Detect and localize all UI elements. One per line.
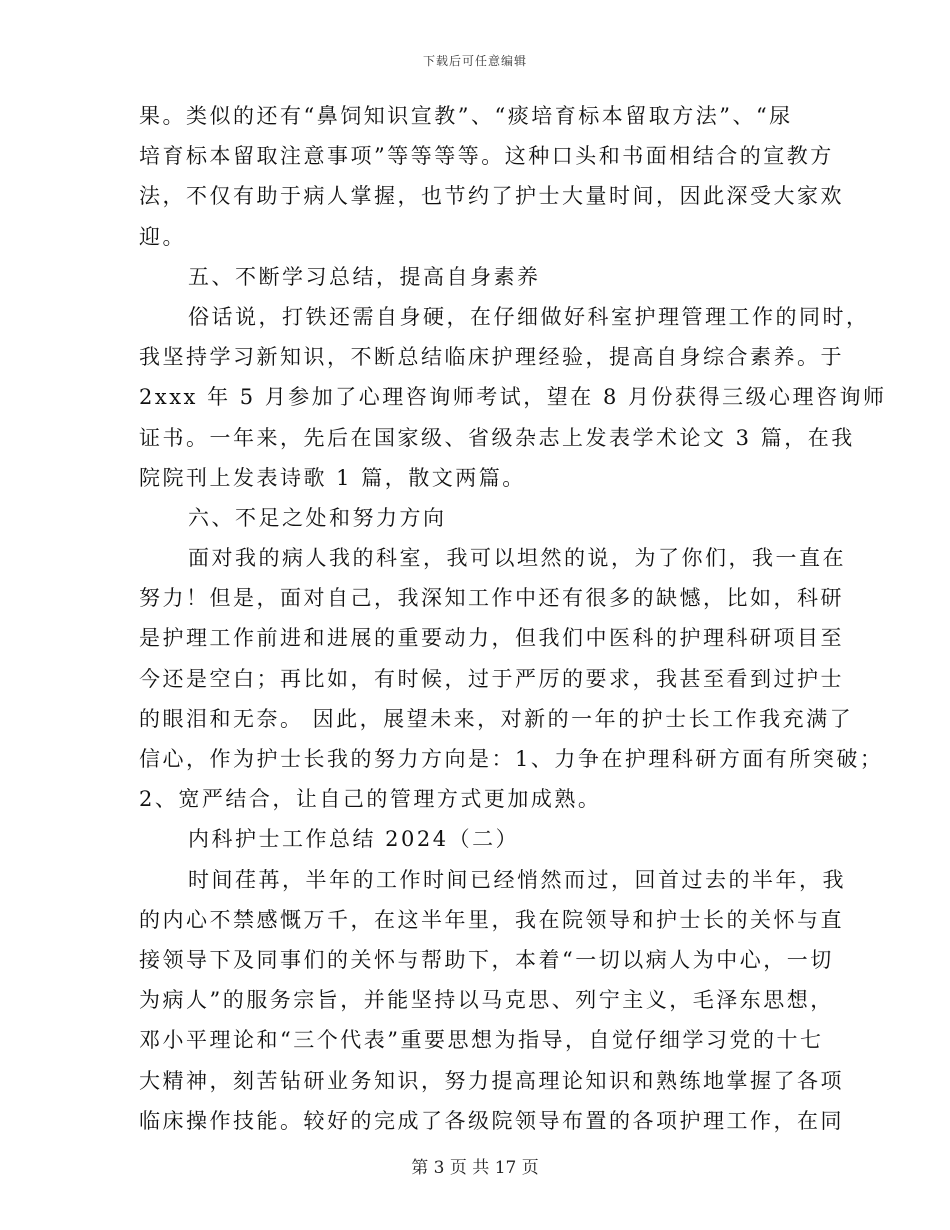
text-line: 培育标本留取注意事项”等等等等。这种口头和书面相结合的宣教方 <box>139 144 834 169</box>
text-line: 证书。一年来，先后在国家级、省级杂志上发表学术论文 3 篇，在我 <box>139 425 855 450</box>
text-line: 法，不仅有助于病人掌握，也节约了护士大量时间，因此深受大家欢 <box>139 184 844 209</box>
page-header-note: 下载后可任意编辑 <box>422 54 527 68</box>
text-line: 为病人”的服务宗旨，并能坚持以马克思、列宁主义，毛泽东思想， <box>139 988 834 1013</box>
text-line: 努力！但是，面对自己，我深知工作中还有很多的缺憾，比如，科研 <box>139 586 844 611</box>
text-line: 是护理工作前进和进展的重要动力，但我们中医科的护理科研项目至 <box>139 626 844 651</box>
text-line: 今还是空白；再比如，有时候，过于严厉的要求，我甚至看到过护士 <box>139 666 844 691</box>
text-line: 我坚持学习新知识，不断总结临床护理经验，提高自身综合素养。于 <box>139 345 844 370</box>
text-line: 信心，作为护士长我的努力方向是：1、力争在护理科研方面有所突破； <box>139 747 884 771</box>
text-line: 2、宽严结合，让自己的管理方式更加成熟。 <box>139 787 602 812</box>
text-line: 内科护士工作总结 2024（二） <box>188 827 520 852</box>
text-line: 临床操作技能。较好的完成了各级院领导布置的各项护理工作，在同 <box>139 1108 844 1133</box>
text-line: 大精神，刻苦钻研业务知识，努力提高理论知识和熟练地掌握了各项 <box>139 1068 844 1093</box>
text-line: 的眼泪和无奈。 因此，展望未来，对新的一年的护士长工作我充满了 <box>139 706 854 731</box>
document-body <box>139 96 887 1141</box>
text-line: 接领导下及同事们的关怀与帮助下，本着“一切以病人为中心，一切 <box>139 947 834 972</box>
text-line: 院院刊上发表诗歌 1 篇，散文两篇。 <box>139 465 526 490</box>
text-line: 迎。 <box>139 224 186 249</box>
text-line: 时间荏苒，半年的工作时间已经悄然而过，回首过去的半年，我 <box>188 867 846 892</box>
page-number: 第 3 页 共 17 页 <box>411 1158 539 1178</box>
text-line: 五、不断学习总结，提高自身素养 <box>188 264 541 289</box>
text-line: 俗话说，打铁还需自身硬，在仔细做好科室护理管理工作的同时， <box>188 304 870 329</box>
text-line: 果。类似的还有“鼻饲知识宣教”、“痰培育标本留取方法”、“尿 <box>139 104 793 128</box>
text-line: 面对我的病人我的科室，我可以坦然的说，为了你们，我一直在 <box>188 546 846 571</box>
text-line: 六、不足之处和努力方向 <box>188 505 447 530</box>
text-line: 的内心不禁感慨万千，在这半年里，我在院领导和护士长的关怀与直 <box>139 907 844 932</box>
text-line: 邓小平理论和“三个代表”重要思想为指导，自觉仔细学习党的十七 <box>139 1028 824 1053</box>
text-line: 2xxx 年 5 月参加了心理咨询师考试，望在 8 月份获得三级心理咨询师 <box>139 385 887 410</box>
